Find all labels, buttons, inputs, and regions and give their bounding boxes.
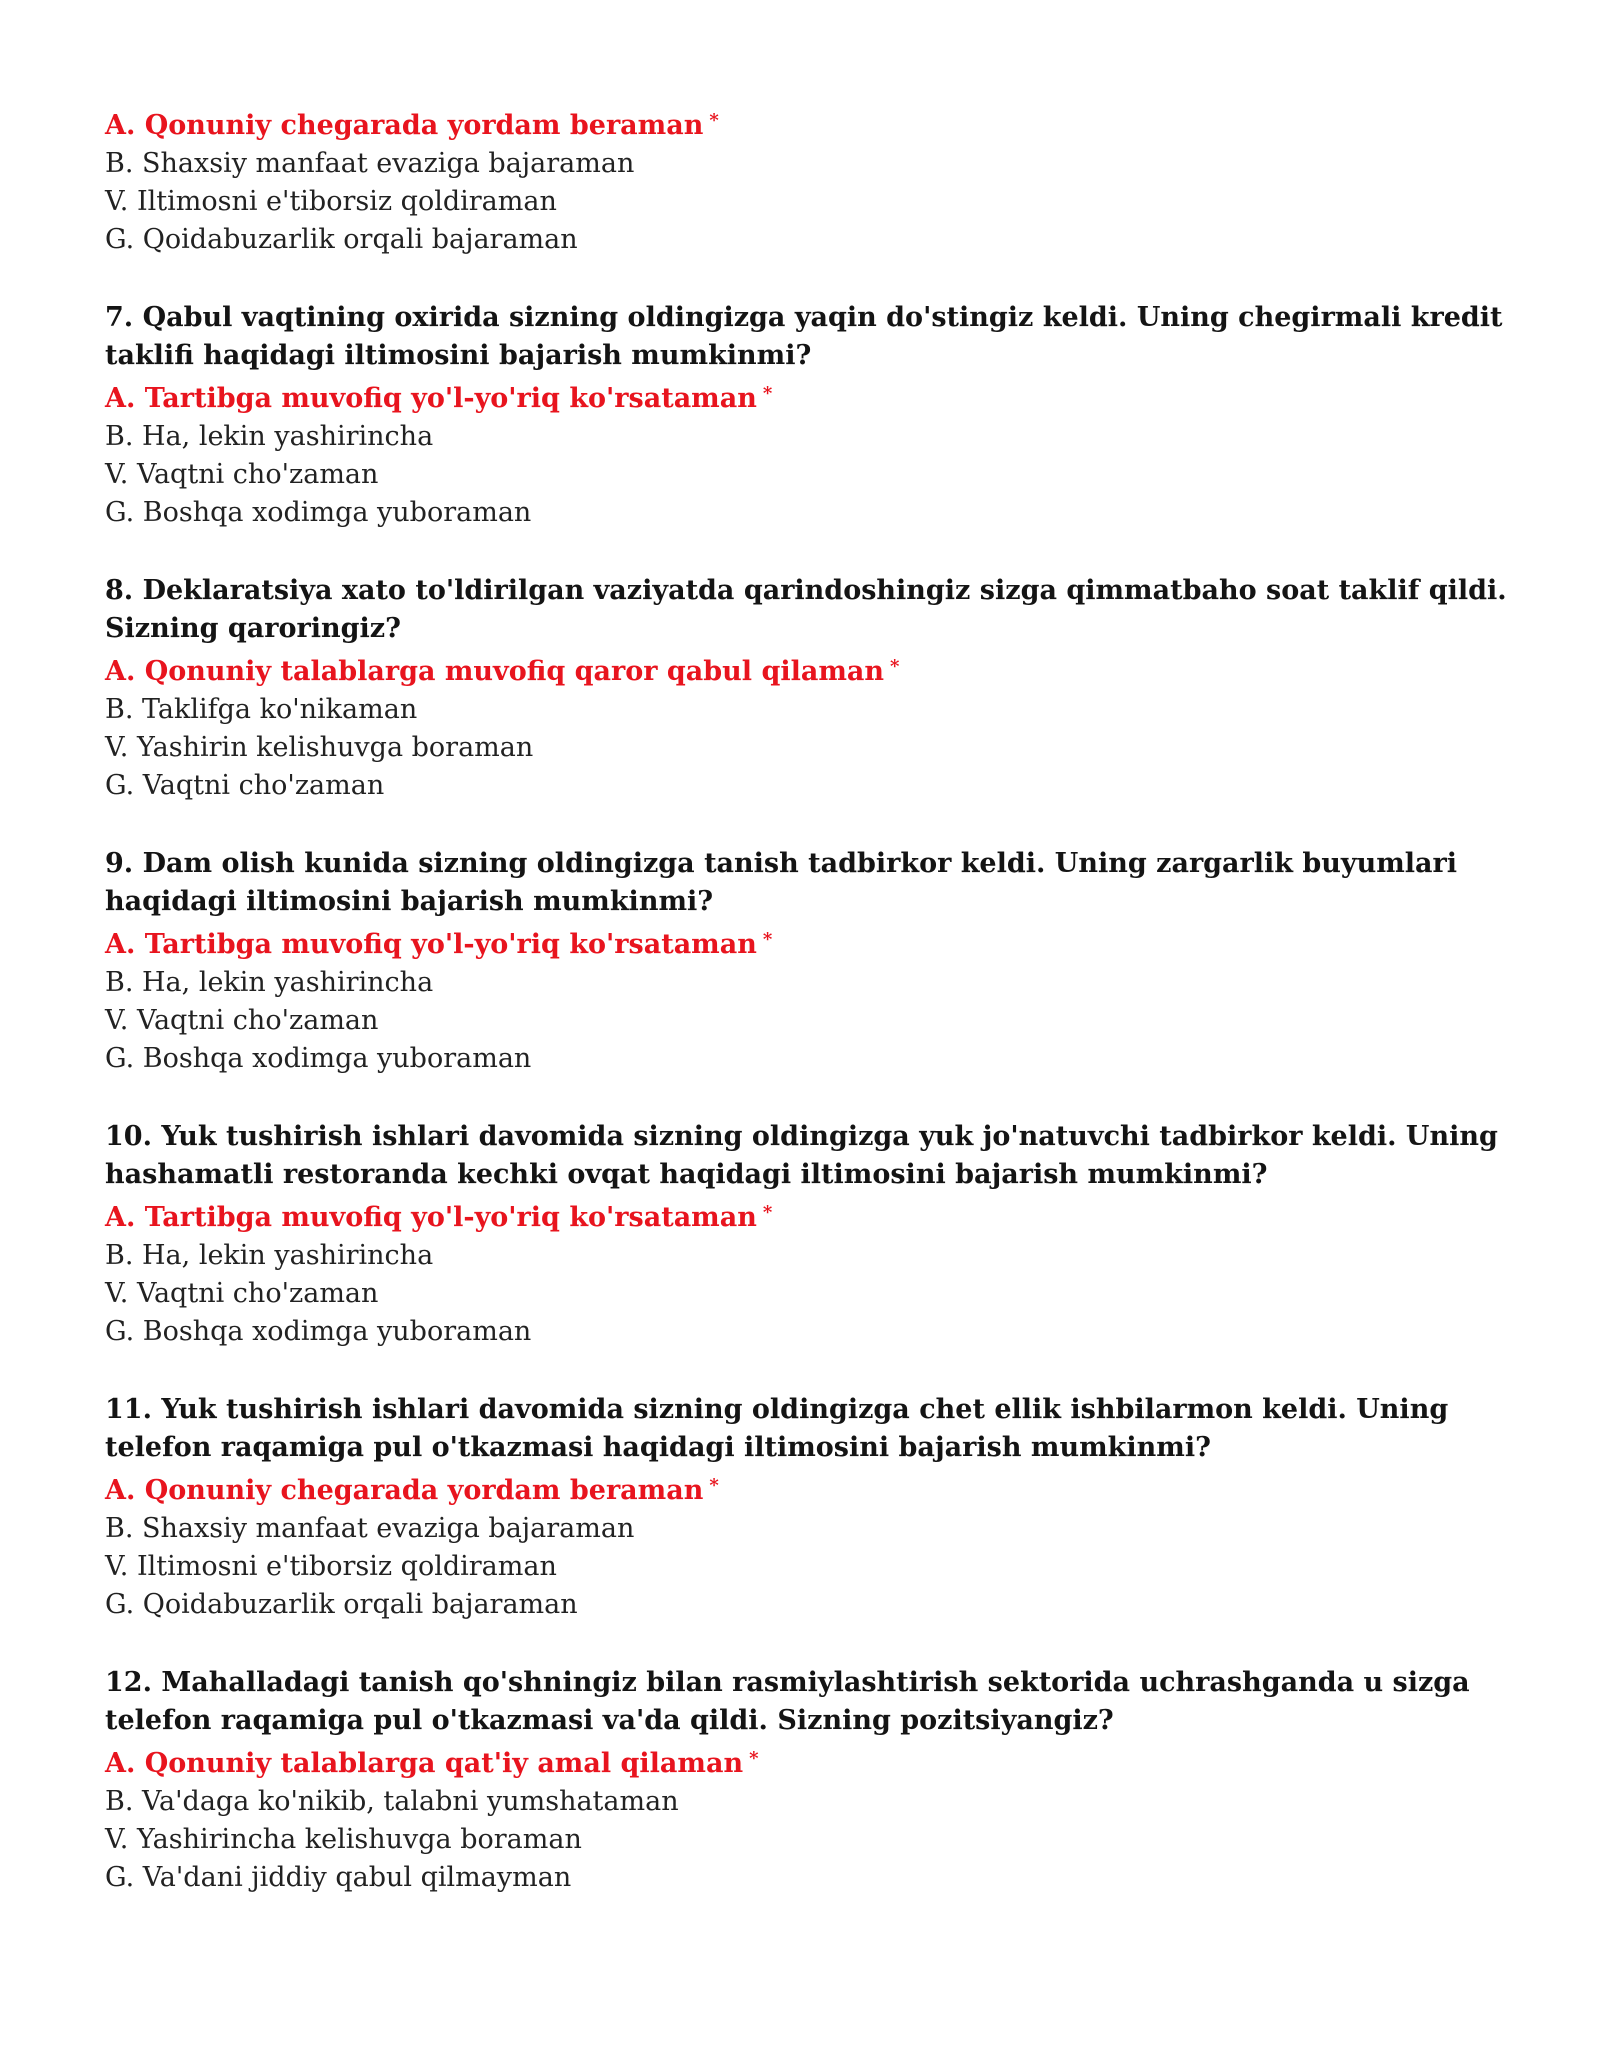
question-block-12 — [105, 1664, 1525, 1897]
correct-marker: * — [890, 656, 900, 677]
answer-option: B. Ha, lekin yashirincha — [105, 1240, 434, 1271]
answer-option-correct — [105, 648, 1525, 691]
answer-option: G. Boshqa xodimga yuboraman — [105, 1316, 532, 1347]
answer-option: B. Va'daga ko'nikib, talabni yumshataman — [105, 1786, 679, 1817]
question-text: 7. Qabul vaqtining oxirida sizning oldingizga yaqin do'stingiz keldi. Uning chegirmali kredit taklifi haqidagi iltimosini bajarish mumkinmi? — [105, 302, 1503, 371]
correct-marker: * — [762, 929, 773, 950]
question-block-11 — [105, 1391, 1525, 1624]
answer-option: V. Vaqtni cho'zaman — [105, 1005, 379, 1036]
question-block-10 — [105, 1118, 1525, 1351]
answer-option-correct — [105, 102, 1525, 145]
answer-option: B. Shaxsiy manfaat evaziga bajaraman — [105, 148, 635, 179]
answer-option: V. Yashirin kelishuvga boraman — [105, 732, 534, 763]
correct-marker: * — [762, 383, 773, 404]
answer-option-correct — [105, 1740, 1525, 1783]
answer-option: G. Vaqtni cho'zaman — [105, 770, 385, 801]
answer-option: B. Shaxsiy manfaat evaziga bajaraman — [105, 1513, 635, 1544]
correct-marker: * — [762, 1202, 773, 1223]
correct-marker: * — [749, 1748, 759, 1769]
answer-option: G. Boshqa xodimga yuboraman — [105, 497, 532, 528]
option-text: A. Tartibga muvofiq yo'l-yo'riq ko'rsataman — [105, 929, 757, 960]
answer-option-correct — [105, 1467, 1525, 1510]
correct-marker: * — [709, 1475, 719, 1496]
answer-option-correct — [105, 1194, 1525, 1237]
answer-option-correct — [105, 375, 1525, 418]
question-block-8 — [105, 572, 1525, 805]
answer-option: V. Yashirincha kelishuvga boraman — [105, 1824, 582, 1855]
option-text: A. Qonuniy chegarada yordam beraman — [105, 110, 704, 141]
answer-option: G. Qoidabuzarlik orqali bajaraman — [105, 224, 578, 255]
answer-option: V. Vaqtni cho'zaman — [105, 459, 379, 490]
question-text: 10. Yuk tushirish ishlari davomida sizning oldingizga yuk jo'natuvchi tadbirkor keldi. Uning hashamatli restoranda kechki ovqat haqidagi iltimosini bajarish mumkinmi? — [105, 1121, 1498, 1190]
answer-option: V. Iltimosni e'tiborsiz qoldiraman — [105, 186, 557, 217]
option-text: A. Qonuniy talablarga qat'iy amal qilaman — [105, 1748, 744, 1779]
answer-option: V. Vaqtni cho'zaman — [105, 1278, 379, 1309]
answer-option: B. Ha, lekin yashirincha — [105, 967, 434, 998]
question-text: 11. Yuk tushirish ishlari davomida sizning oldingizga chet ellik ishbilarmon keldi. Uning telefon raqamiga pul o'tkazmasi haqidagi iltimosini bajarish mumkinmi? — [105, 1394, 1449, 1463]
option-text: A. Tartibga muvofiq yo'l-yo'riq ko'rsataman — [105, 1202, 757, 1233]
question-text: 9. Dam olish kunida sizning oldingizga tanish tadbirkor keldi. Uning zargarlik buyumlari haqidagi iltimosini bajarish mumkinmi? — [105, 848, 1458, 917]
option-text: A. Tartibga muvofiq yo'l-yo'riq ko'rsataman — [105, 383, 757, 414]
answer-option: G. Va'dani jiddiy qabul qilmayman — [105, 1862, 572, 1893]
answer-option: G. Boshqa xodimga yuboraman — [105, 1043, 532, 1074]
question-text: 12. Mahalladagi tanish qo'shningiz bilan rasmiylashtirish sektorida uchrashganda u sizga telefon raqamiga pul o'tkazmasi va'da qildi. Sizning pozitsiyangiz? — [105, 1667, 1470, 1736]
option-text: A. Qonuniy talablarga muvofiq qaror qabul qilaman — [105, 656, 885, 687]
answer-option-correct — [105, 921, 1525, 964]
correct-marker: * — [709, 110, 719, 131]
question-block-7 — [105, 299, 1525, 532]
answer-option: B. Ha, lekin yashirincha — [105, 421, 434, 452]
answer-option: B. Taklifga ko'nikaman — [105, 694, 418, 725]
question-block-9 — [105, 845, 1525, 1078]
quiz-page — [105, 102, 1525, 1897]
question-block-6-continued — [105, 102, 1525, 259]
answer-option: G. Qoidabuzarlik orqali bajaraman — [105, 1589, 578, 1620]
answer-option: V. Iltimosni e'tiborsiz qoldiraman — [105, 1551, 557, 1582]
option-text: A. Qonuniy chegarada yordam beraman — [105, 1475, 704, 1506]
question-text: 8. Deklaratsiya xato to'ldirilgan vaziyatda qarindoshingiz sizga qimmatbaho soat taklif qildi. Sizning qaroringiz? — [105, 575, 1507, 644]
